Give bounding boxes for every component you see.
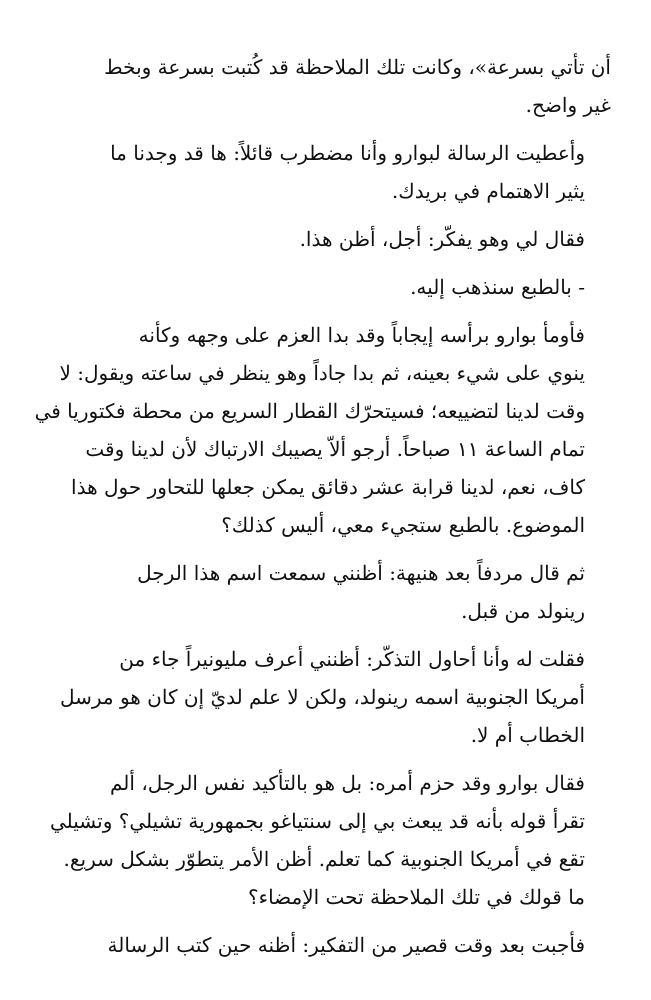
paragraph-2	[40, 134, 611, 210]
text-line: أن تأتي بسرعة»، وكانت تلك الملاحظة قد كُتبت بسرعة وبخط	[104, 55, 611, 79]
paragraph-6	[40, 554, 611, 630]
text-line: فأجبت بعد وقت قصير من التفكير: أظنه حين كتب الرسالة	[107, 933, 585, 957]
paragraph-7	[40, 640, 611, 754]
paragraph-3	[40, 220, 611, 258]
text-line: - بالطبع سنذهب إليه.	[410, 275, 585, 299]
text-line: الخطاب أم لا.	[470, 723, 585, 747]
paragraph-4	[40, 268, 611, 306]
text-line: تمام الساعة ١١ صباحاً. أرجو ألاّ يصيبك الارتباك لأن لدينا وقت	[85, 437, 585, 461]
paragraph-5	[34, 316, 611, 544]
text-line: رينولد من قبل.	[461, 599, 585, 623]
text-line: فقال بوارو وقد حزم أمره: بل هو بالتأكيد نفس الرجل، ألم	[110, 771, 585, 795]
text-line: غير واضح.	[525, 93, 611, 117]
text-line: وأعطيت الرسالة لبوارو وأنا مضطرب قائلاً: ها قد وجدنا ما	[110, 141, 585, 165]
text-line: ما قولك في تلك الملاحظة تحت الإمضاء؟	[248, 885, 585, 909]
book-page	[34, 48, 611, 974]
paragraph-8	[40, 764, 611, 916]
text-line: فأومأ بوارو برأسه إيجاباً وقد بدا العزم على وجهه وكأنه	[138, 323, 585, 347]
text-line: تقرأ قوله بأنه قد يبعث بي إلى سنتياغو بجمهورية تشيلي؟ وتشيلي	[49, 809, 585, 833]
text-line: الموضوع. بالطبع ستجيء معي، أليس كذلك؟	[221, 513, 585, 537]
text-line: أمريكا الجنوبية اسمه رينولد، ولكن لا علم لديّ إن كان هو مرسل	[59, 685, 585, 709]
text-line: فقلت له وأنا أحاول التذكّر: أظنني أعرف مليونيراً جاء من	[119, 647, 585, 671]
paragraph-1	[40, 48, 611, 124]
text-line: ينوي على شيء بعينه، ثم بدا جاداً وهو ينظر في ساعته ويقول: لا	[59, 361, 585, 385]
text-line: تقع في أمريكا الجنوبية كما تعلم. أظن الأمر يتطوّر بشكل سريع.	[63, 847, 585, 871]
text-line: كاف، نعم، لدينا قرابة عشر دقائق يمكن جعلها للتحاور حول هذا	[71, 475, 585, 499]
text-line: يثير الاهتمام في بريدك.	[391, 179, 585, 203]
text-line: ثم قال مردفاً بعد هنيهة: أظنني سمعت اسم هذا الرجل	[137, 561, 585, 585]
text-line: وقت لدينا لتضييعه؛ فسيتحرّك القطار السريع من محطة فكتوريا في	[34, 399, 585, 423]
text-line: فقال لي وهو يفكّر: أجل، أظن هذا.	[299, 227, 585, 251]
paragraph-9	[40, 926, 611, 964]
